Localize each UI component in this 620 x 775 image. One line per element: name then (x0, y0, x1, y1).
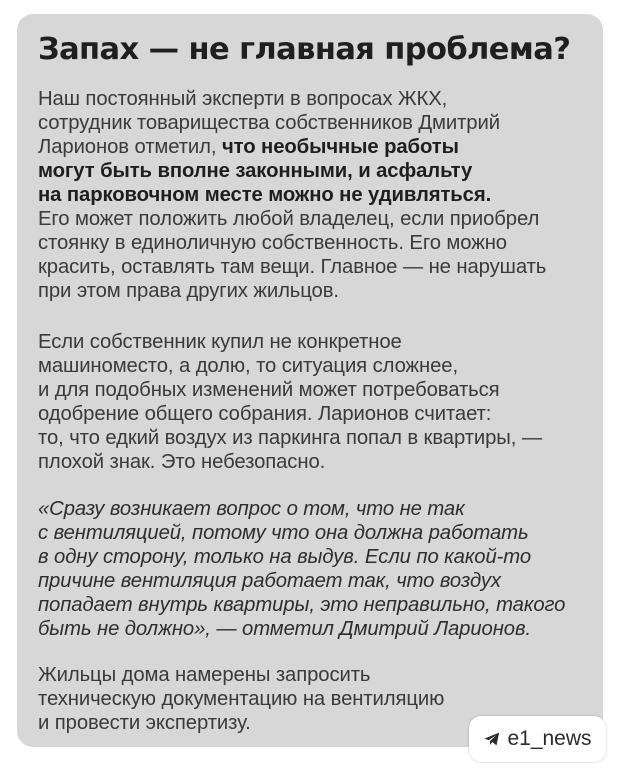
text-line (38, 183, 546, 207)
text-line: то, что едкий воздух из паркинга попал в квартиры, — (38, 427, 543, 449)
quote-line: попадает внутрь квартиры, это неправильно, такого (38, 594, 566, 616)
paragraph-residents-plan (38, 663, 444, 735)
text-line: сотрудник товарищества собственников Дмитрий (38, 112, 500, 134)
text-line: и провести экспертизу. (38, 712, 251, 734)
text-line: машиноместо, а долю, то ситуация сложнее, (38, 355, 459, 377)
text-line: техническую документацию на вентиляцию (38, 688, 445, 710)
text-segment: Ларионов отметил, (38, 136, 217, 158)
text-line: Наш постоянный эксперти в вопросах ЖКХ, (38, 88, 448, 110)
text-line: стоянку в единоличную собственность. Его можно (38, 232, 507, 254)
text-line: Если собственник купил не конкретное (38, 331, 402, 353)
text-line (38, 135, 546, 159)
quote-line: «Сразу возникает вопрос о том, что не так (38, 498, 465, 520)
text-line: при этом права других жильцов. (38, 280, 339, 302)
telegram-icon (483, 730, 501, 748)
paragraph-shared-ownership (38, 330, 542, 474)
paragraph-expert-opinion (38, 87, 546, 303)
text-line: плохой знак. Это небезопасно. (38, 451, 326, 473)
text-line: и для подобных изменений может потребоваться (38, 379, 500, 401)
source-badge[interactable] (469, 716, 606, 762)
article-title: Запах — не главная проблема? (38, 32, 571, 67)
text-line: красить, оставлять там вещи. Главное — не нарушать (38, 256, 547, 278)
text-line: Его может положить любой владелец, если приобрел (38, 208, 540, 230)
quote-line: причине вентиляция работает так, что воздух (38, 570, 501, 592)
quote-line: быть не должно», — отметил Дмитрий Ларионов. (38, 618, 531, 640)
bold-text: что необычные работы (221, 136, 459, 158)
bold-text: на парковочном месте можно не удивляться. (38, 184, 492, 206)
bold-text: могут быть вполне законными, и асфальту (38, 160, 473, 182)
quote-line: с вентиляцией, потому что она должна работать (38, 522, 529, 544)
text-line: Жильцы дома намерены запросить (38, 664, 371, 686)
quote-line: в одну сторону, только на выдув. Если по какой-то (38, 546, 532, 568)
quote-paragraph (38, 497, 565, 641)
text-line: одобрение общего собрания. Ларионов считает: (38, 403, 492, 425)
text-line (38, 159, 546, 183)
source-badge-label: e1_news (507, 727, 592, 750)
